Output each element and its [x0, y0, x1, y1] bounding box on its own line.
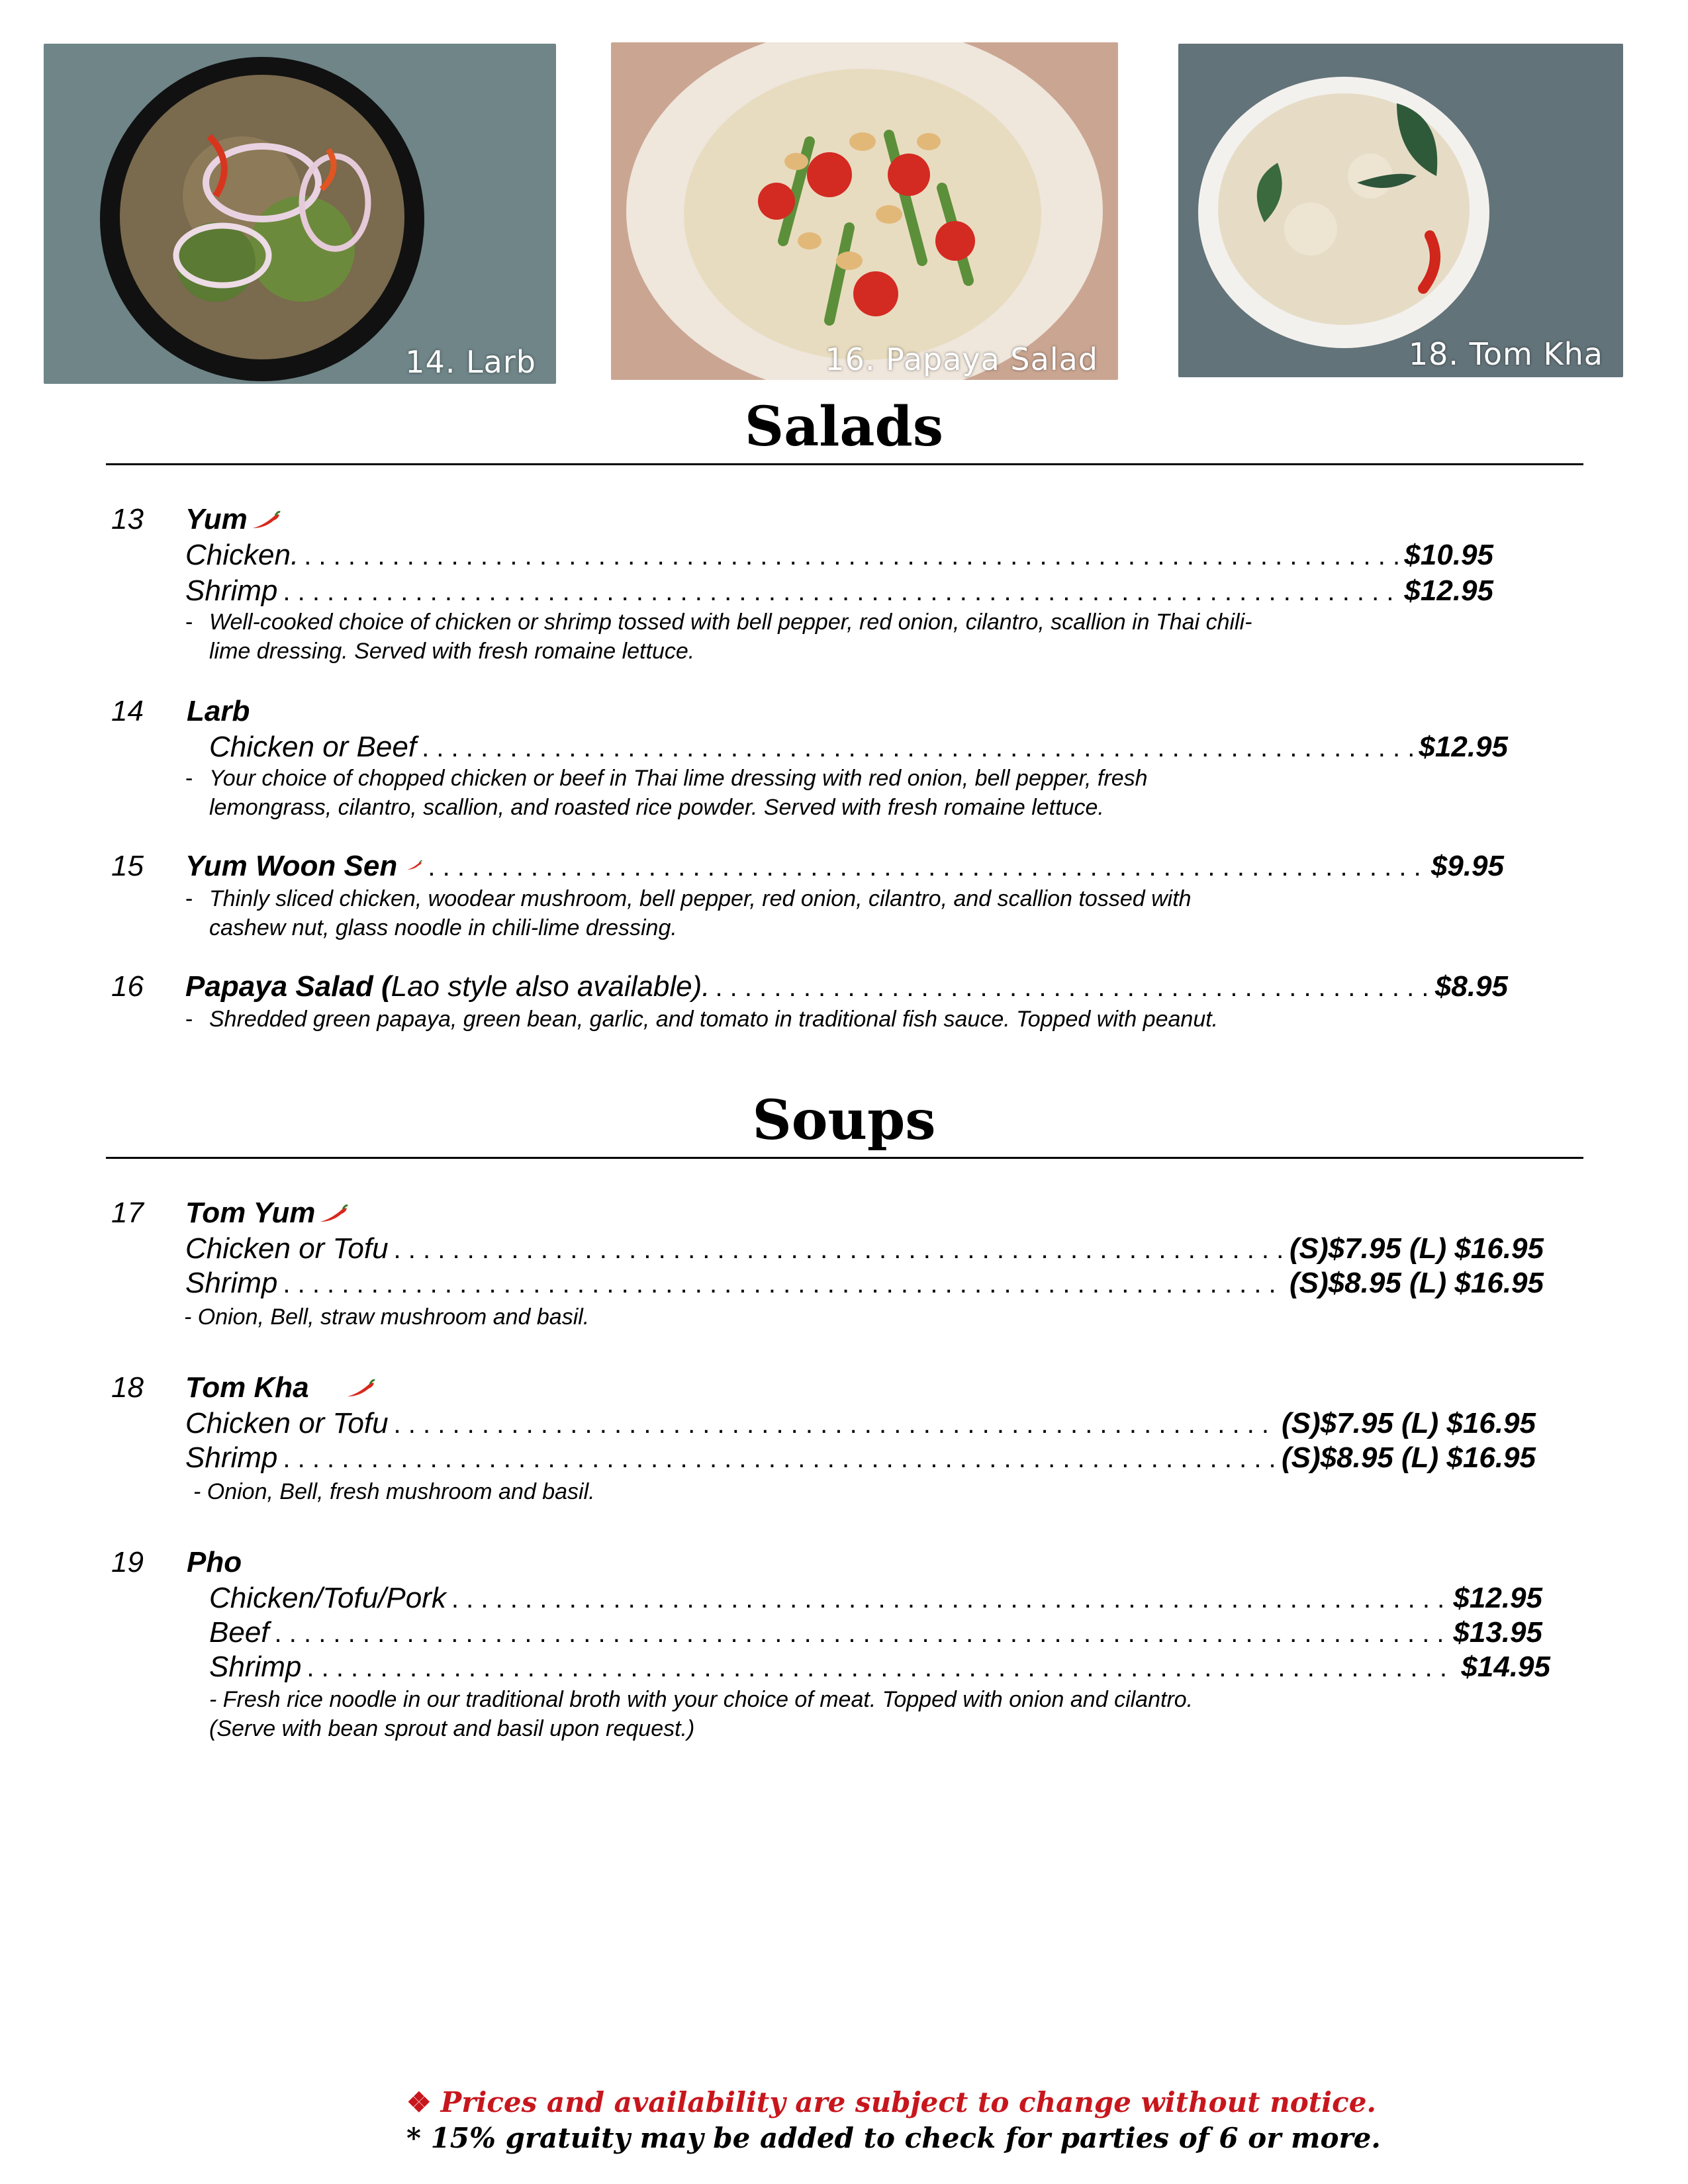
item-description: - Thinly sliced chicken, woodear mushroom, bell pepper, red onion, cilantro, and scallion tossed with cashew nut, glass noodle in chili-lime dressing.: [185, 886, 1192, 940]
tom-kha-dish-image: [1178, 44, 1623, 377]
chili-pepper-icon: [406, 856, 422, 876]
diamond-bullet-icon: ❖: [406, 2086, 432, 2118]
item-title-yum: [185, 503, 281, 536]
price-row: Chicken or Tofu . . . (S)$7.95 (L) $16.95: [185, 1407, 1536, 1440]
price-row: Beef . . . $13.95: [209, 1616, 1542, 1649]
item-number: 14: [111, 695, 144, 727]
item-description: - Your choice of chopped chicken or beef in Thai lime dressing with red onion, bell pepper, fresh lemongrass, cilantro, scallion, and roasted rice powder. Served with fresh romaine lettuce.: [185, 766, 1148, 820]
price: (S)$8.95 (L) $16.95: [1289, 1267, 1544, 1299]
chili-pepper-icon: [346, 1379, 375, 1399]
price: $8.95: [1434, 970, 1508, 1003]
item-number: 13: [111, 503, 144, 535]
item-description: - Shredded green papaya, green bean, garlic, and tomato in traditional fish sauce. Topped with peanut.: [185, 1007, 1219, 1032]
price-row: Shrimp . . . $14.95: [209, 1651, 1550, 1684]
price-row: Shrimp . . . $12.95: [185, 574, 1493, 608]
price: $9.95: [1430, 850, 1504, 882]
larb-dish-image: [44, 44, 556, 384]
item-description: - Fresh rice noodle in our traditional broth with your choice of meat. Topped with onion and cilantro. (Serve with bean sprout and basil upon request.): [209, 1687, 1194, 1741]
price: (S)$7.95 (L) $16.95: [1289, 1232, 1544, 1265]
price: $13.95: [1453, 1616, 1542, 1649]
price-notice: ❖ Prices and availability are subject to change without notice.: [406, 2086, 1377, 2118]
item-name-suffix: Lao style also available).: [391, 970, 710, 1003]
item-name: Papaya Salad (: [185, 970, 391, 1003]
price: (S)$8.95 (L) $16.95: [1282, 1441, 1536, 1474]
price-row: Chicken or Beef . . . $12.95: [209, 731, 1508, 764]
item-name: Yum Woon Sen: [185, 850, 398, 882]
item-title-larb: Larb: [187, 695, 250, 727]
chili-pepper-icon: [319, 1205, 348, 1224]
tom-kha-photo: [1178, 44, 1623, 377]
item-description: - Onion, Bell, straw mushroom and basil.: [184, 1304, 590, 1330]
item-number: 16: [111, 970, 144, 1003]
price-row: Chicken/Tofu/Pork . . . $12.95: [209, 1582, 1542, 1615]
price: (S)$7.95 (L) $16.95: [1282, 1407, 1536, 1439]
papaya-salad-dish-image: [611, 42, 1118, 380]
larb-photo: [44, 44, 556, 384]
price-row: Chicken or Tofu . . . (S)$7.95 (L) $16.95: [185, 1232, 1544, 1265]
price-row: Shrimp . . . (S)$8.95 (L) $16.95: [185, 1441, 1536, 1475]
price: $12.95: [1419, 731, 1508, 763]
salads-divider: [106, 463, 1583, 465]
salads-heading: Salads: [744, 395, 944, 459]
gratuity-notice: * 15% gratuity may be added to check for parties of 6 or more.: [406, 2122, 1381, 2154]
item-title-pho: Pho: [187, 1546, 242, 1578]
item-number: 17: [111, 1197, 144, 1229]
price: $14.95: [1461, 1651, 1550, 1683]
soups-heading: Soups: [752, 1089, 936, 1152]
photo-caption: 18. Tom Kha: [1408, 336, 1603, 372]
item-number: 15: [111, 850, 144, 882]
item-name: Tom Kha: [185, 1371, 309, 1404]
soups-divider: [106, 1157, 1583, 1159]
chili-pepper-icon: [252, 511, 281, 531]
photo-caption: 16. Papaya Salad: [825, 341, 1098, 377]
item-name: Tom Yum: [185, 1197, 316, 1229]
item-description: - Onion, Bell, fresh mushroom and basil.: [193, 1479, 595, 1504]
price-row: [185, 970, 1508, 1003]
item-number: 19: [111, 1546, 144, 1578]
photo-caption: 14. Larb: [405, 344, 536, 380]
papaya-salad-photo: [611, 42, 1118, 380]
item-description: - Well-cooked choice of chicken or shrimp tossed with bell pepper, red onion, cilantro, scallion in Thai chili- lime dressing. Served with fresh romaine lettuce.: [185, 610, 1252, 664]
price-row: Shrimp . . . (S)$8.95 (L) $16.95: [185, 1267, 1544, 1300]
price-row: Chicken. . . . $10.95: [185, 539, 1493, 572]
item-title-tom-yum: [185, 1197, 348, 1230]
item-title-tom-kha: [185, 1371, 375, 1404]
price: $12.95: [1453, 1582, 1542, 1614]
item-name: Yum: [185, 503, 248, 535]
price-row: [185, 850, 1504, 883]
price: $12.95: [1404, 574, 1493, 607]
price: $10.95: [1404, 539, 1493, 571]
item-number: 18: [111, 1371, 144, 1404]
